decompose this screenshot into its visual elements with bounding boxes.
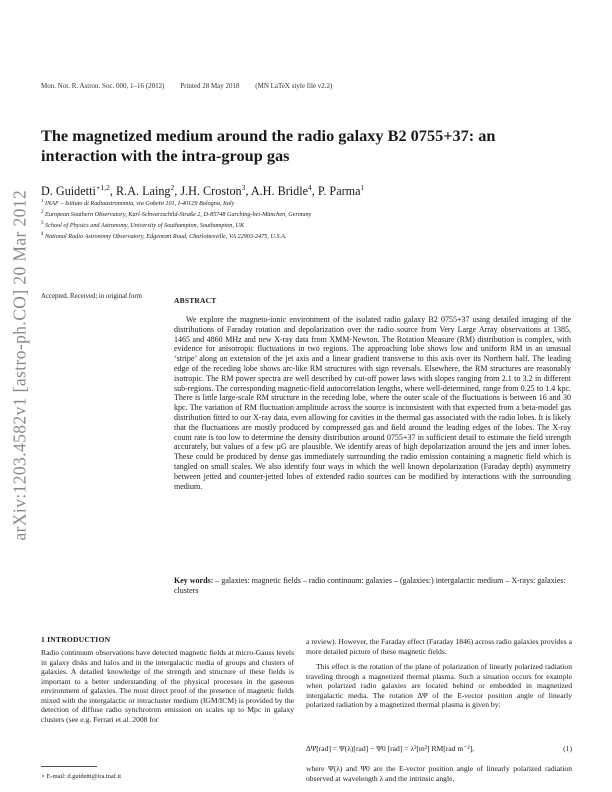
author: D. Guidetti$^{⋆1,2}$, xyxy=(41,183,117,199)
keywords xyxy=(174,576,571,596)
accepted-note: Accepted. Received; in original form xyxy=(41,293,142,300)
intro-column-2 xyxy=(306,637,572,710)
intro-column-1: Radio continuum observations have detected magnetic fields at micro-Gauss levels in galaxy disks and halos and in the intergalactic media of groups and clusters of galaxies. A detailed knowledge of the strength and structure of these fields is important to a better understanding of the physical processes in the gaseous environment of galaxies. The most direct proof of the presence of magnetic fields mixed with the intergalactic or intracluster medium (IGM/ICM) is provided by the detection of diffuse radio synchrotron emission on scales up to Mpc in galaxy clusters (see e.g. Ferrari et al. 2008 for xyxy=(41,648,294,724)
equation-number: (1) xyxy=(563,744,572,753)
footnote: ⋆ E-mail: d.guidetti@ira.inaf.it xyxy=(41,773,121,780)
paragraph: where Ψ(λ) and Ψ0 are the E-vector position angle of linearly polarized radiation observed at wavelength λ and the intrinsic angle, xyxy=(306,764,572,783)
equation-1 xyxy=(306,744,572,753)
author-list xyxy=(41,183,364,199)
abstract-heading: ABSTRACT xyxy=(174,296,217,305)
author: R.A. Laing$^2$, xyxy=(116,183,181,199)
journal-ref: Mon. Not. R. Astron. Soc. 000, 1–16 (2012) xyxy=(41,82,165,90)
affiliations xyxy=(41,198,511,242)
author: P. Parma$^1$ xyxy=(317,183,365,199)
printed-date: Printed 28 May 2018 xyxy=(180,82,240,90)
section-heading: 1 INTRODUCTION xyxy=(41,635,111,644)
style-note: (MN LaTeX style file v2.2) xyxy=(255,82,333,90)
affiliation: $^3$ School of Physics and Astronomy, University of Southampton, Southampton, UK xyxy=(41,220,245,229)
affiliation: $^2$ European Southern Observatory, Karl-Schwarzschild-Straße 2, D-85748 Garching-bei-München, Germany xyxy=(41,209,312,219)
arxiv-sidebar: arXiv:1203.4582v1 [astro-ph.CO] 20 Mar 2012 xyxy=(9,189,30,541)
paper-title: The magnetized medium around the radio galaxy B2 0755+37: an interaction with the intra-group gas xyxy=(41,126,496,165)
author: J.H. Croston$^3$, xyxy=(180,183,251,199)
paragraph: This effect is the rotation of the plane of polarization of linearly polarized radiation traveling through a magnetized thermal plasma. Such a situation occurs for example when polarized radio galaxies are located behind or embedded in magnetized intergalactic media. The rotation ∆Ψ of the E-vector position angle of linearly polarized radiation by a magnetized thermal plasma is given by: xyxy=(306,662,572,710)
keywords-text: – galaxies: magnetic fields – radio continuum: galaxies – (galaxies:) intergalactic medium – X-rays: galaxies: clusters xyxy=(174,576,566,595)
affiliation: $^4$ National Radio Astronomy Observatory, Edgemont Road, Charlottesville, VA 22903-2475, U.S.A. xyxy=(41,231,287,240)
author: A.H. Bridle$^4$, xyxy=(250,183,318,199)
paragraph: a review). However, the Faraday effect (Faraday 1846) across radio galaxies provides a more detailed picture of these magnetic fields. xyxy=(306,637,572,656)
equation-body: ∆Ψ[rad] = Ψ(λ)[rad] − Ψ0 [rad] = λ²[m²] RM[rad m⁻²], xyxy=(306,744,475,753)
abstract-text: We explore the magneto-ionic environment of the isolated radio galaxy B2 0755+37 using detailed imaging of the distributions of Faraday rotation and depolarization over the radio source from Very Large Array observations at 1385, 1465 and 4860 MHz and new X-ray data from XMM-Newton. The Rotation Measure (RM) distribution is complex, with evidence for anisotropic fluctuations in two regions. The approaching lobe shows low and uniform RM in an unusual ‘stripe’ along an extension of the jet axis and a linear gradient transverse to this axis over its Northern half. The leading edge of the receding lobe shows arc-like RM structures with sign reversals. Elsewhere, the RM structures are reasonably isotropic. The RM power spectra are well described by cut-off power laws with slopes ranging from 2.1 to 3.2 in different sub-regions. The corresponding magnetic-field autocorrelation lengths, where well-determined, range from 0.25 to 1.4 kpc. There is little large-scale RM structure in the receding lobe, where the outer scale of the fluctuations is between 16 and 30 kpc. The variation of RM fluctuation amplitude across the source is inconsistent with that expected from a beta-model gas distribution fitted to our X-ray data, even allowing for cavities in the thermal gas associated with the radio lobes. It is likely that the fluctuations are mostly produced by compressed gas and field around the leading edges of the lobes. The X-ray count rate is too low to determine the density distribution around 0755+37 in sufficient detail to estimate the field strength accurately, but values of a few µG are plausible. We identify areas of high depolarization around the jets and inner lobes. These could be produced by dense gas immediately surrounding the radio emission containing a magnetic field which is tangled on small scales. We also identify four ways in which the well known depolarization (Faraday depth) asymmetry between jetted and counter-jetted lobes of extended radio sources can be modified by interactions with the surrounding medium. xyxy=(174,315,571,491)
keywords-label: Key words: xyxy=(174,576,214,585)
running-head xyxy=(41,82,346,90)
footnote-rule xyxy=(41,766,97,767)
affiliation: $^1$ INAF – Istituto di Radioastronomia, via Gobetti 101, I-40129 Bologna, Italy xyxy=(41,199,235,208)
